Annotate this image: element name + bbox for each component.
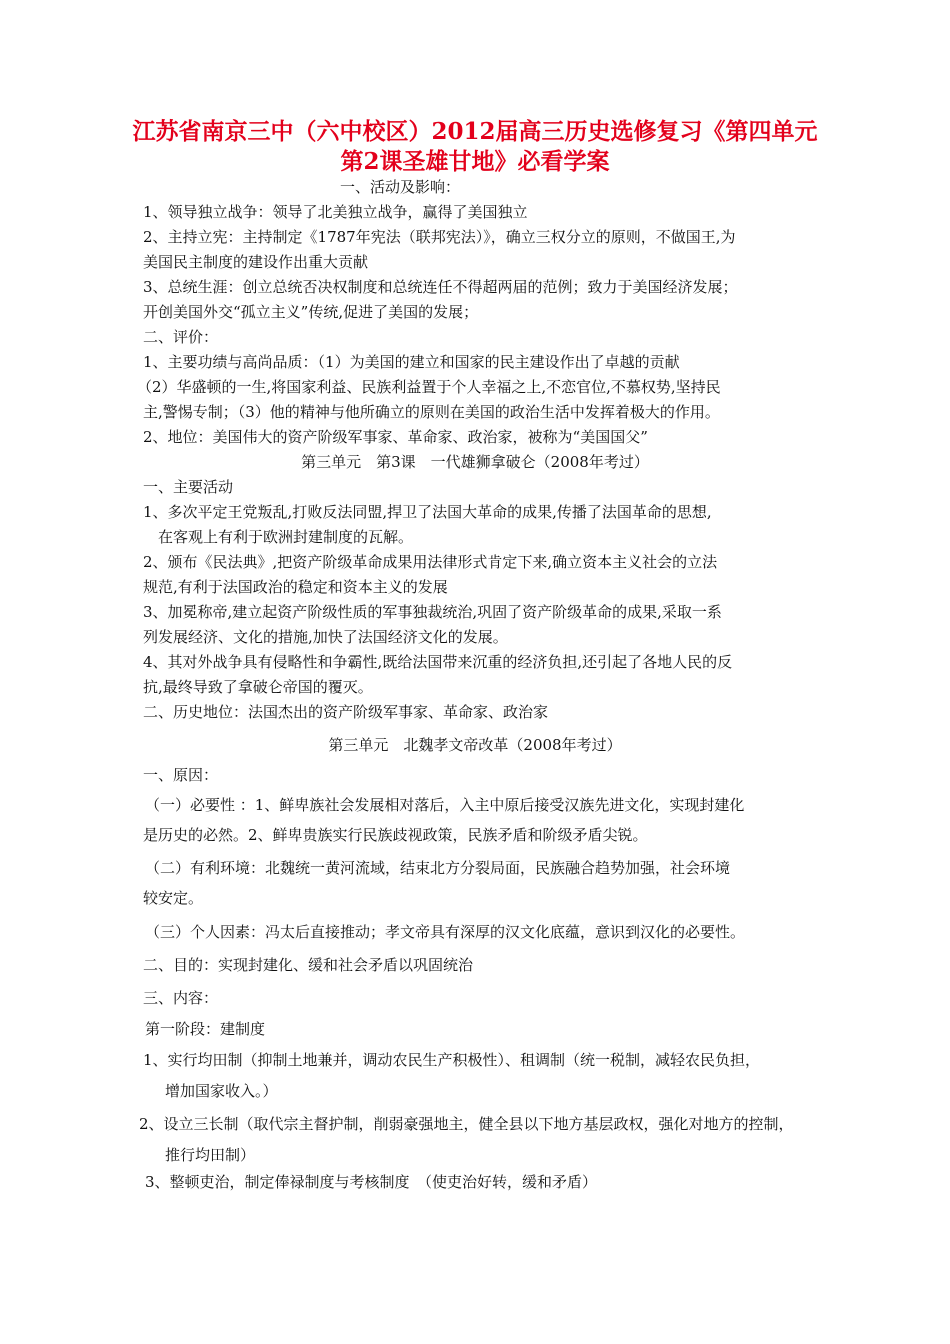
paragraph-line: 4、其对外战争具有侵略性和争霸性,既给法国带来沉重的经济负担,还引起了各地人民的反 [143,653,733,671]
section-heading-evaluation: 二、评价： [143,328,219,346]
paragraph-line: 规范,有利于法国政治的稳定和资本主义的发展 [143,578,448,596]
paragraph-line: 增加国家收入。） [165,1082,278,1100]
paragraph-line: 1、领导独立战争：领导了北美独立战争，赢得了美国独立 [143,203,528,221]
section-heading-napoleon: 第三单元 第3课 一代雄狮拿破仑（2008年考过） [301,453,649,471]
paragraph-line: 列发展经济、文化的措施,加快了法国经济文化的发展。 [143,628,508,646]
paragraph-line: 3、总统生涯：创立总统否决权制度和总统连任不得超两届的范例；致力于美国经济发展； [143,278,738,296]
paragraph-line: 二、目的：实现封建化、缓和社会矛盾以巩固统治 [143,956,474,974]
paragraph-line: 3、整顿吏治，制定俸禄制度与考核制度 （使吏治好转，缓和矛盾） [145,1173,598,1191]
paragraph-line: （二）有利环境：北魏统一黄河流域，结束北方分裂局面，民族融合趋势加强，社会环境 [145,859,731,877]
paragraph-line: 一、原因： [143,766,219,784]
section-heading-activities: 一、活动及影响： [340,178,461,196]
paragraph-line: 美国民主制度的建设作出重大贡献 [143,253,369,271]
paragraph-line: 2、颁布《民法典》,把资产阶级革命成果用法律形式肯定下来,确立资本主义社会的立法 [143,553,718,571]
paragraph-line: 较安定。 [143,889,204,907]
paragraph-line: 在客观上有利于欧洲封建制度的瓦解。 [158,528,414,546]
paragraph-line: 第一阶段：建制度 [145,1020,266,1038]
paragraph-line: 2、主持立宪：主持制定《1787年宪法（联邦宪法）》，确立三权分立的原则，不做国王,为 [143,228,736,246]
paragraph-line: 推行均田制） [165,1146,256,1164]
paragraph-line: 2、设立三长制（取代宗主督护制，削弱豪强地主，健全县以下地方基层政权，强化对地方的控制， [139,1115,794,1133]
paragraph-line: 3、加冕称帝,建立起资产阶级性质的军事独裁统治,巩固了资产阶级革命的成果,采取一系 [143,603,722,621]
paragraph-line: （三）个人因素：冯太后直接推动；孝文帝具有深厚的汉文化底蕴，意识到汉化的必要性。 [145,923,746,941]
paragraph-line: 一、主要活动 [143,478,234,496]
paragraph-line: （2）华盛顿的一生,将国家利益、民族利益置于个人幸福之上,不恋官位,不慕权势,坚持民 [137,378,721,396]
paragraph-line: 1、多次平定王党叛乱,打败反法同盟,捍卫了法国大革命的成果,传播了法国革命的思想, [143,503,712,521]
document-title-line-1: 江苏省南京三中（六中校区）2012届高三历史选修复习《第四单元 [132,118,818,145]
section-heading-xiaowen-reform: 第三单元 北魏孝文帝改革（2008年考过） [328,736,622,754]
paragraph-line: 是历史的必然。2、鲜卑贵族实行民族歧视政策，民族矛盾和阶级矛盾尖锐。 [143,826,648,844]
paragraph-line: 1、实行均田制（抑制土地兼并，调动农民生产积极性）、租调制（统一税制，减轻农民负担， [143,1051,761,1069]
paragraph-line: 主,警惕专制；（3）他的精神与他所确立的原则在美国的政治生活中发挥着极大的作用。 [143,403,720,421]
paragraph-line: 二、历史地位：法国杰出的资产阶级军事家、革命家、政治家 [143,703,549,721]
paragraph-line: 开创美国外交“孤立主义”传统,促进了美国的发展； [143,303,479,321]
paragraph-line: （一）必要性 ：1、鲜卑族社会发展相对落后，入主中原后接受汉族先进文化，实现封建化 [145,796,745,814]
paragraph-line: 1、主要功绩与高尚品质：（1）为美国的建立和国家的民主建设作出了卓越的贡献 [143,353,680,371]
paragraph-line: 抗,最终导致了拿破仑帝国的覆灭。 [143,678,373,696]
document-title-line-2: 第2课圣雄甘地》必看学案 [340,148,610,175]
paragraph-line: 三、内容： [143,989,219,1007]
paragraph-line: 2、地位：美国伟大的资产阶级军事家、革命家、政治家，被称为“美国国父” [143,428,648,446]
